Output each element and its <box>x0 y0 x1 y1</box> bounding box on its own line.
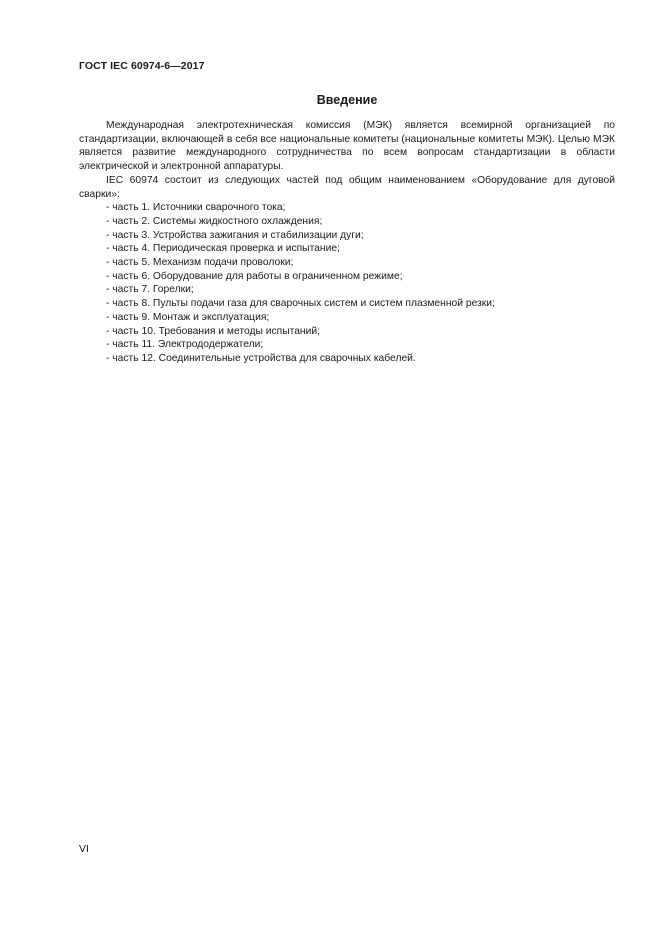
list-item: - часть 5. Механизм подачи проволоки; <box>106 257 294 269</box>
list-item: - часть 6. Оборудование для работы в ограниченном режиме; <box>106 270 403 282</box>
list-item: - часть 9. Монтаж и эксплуатация; <box>106 311 270 323</box>
list-item: - часть 4. Периодическая проверка и испытание; <box>106 243 340 255</box>
intro-paragraph: Международная электротехническая комиссия (МЭК) является всемирной организацией по стандартизации, включающей в себя все национальные комитеты (национальные комитеты МЭК). Целью МЭК является развитие международного сотрудничества по всем вопросам стандартизации в области электрической и электронной аппаратуры. <box>79 120 615 173</box>
list-item: - часть 2. Системы жидкостного охлаждения; <box>106 215 323 227</box>
document-header: ГОСТ IEC 60974-6—2017 <box>79 60 205 72</box>
section-body <box>79 119 615 366</box>
parts-list <box>79 201 615 365</box>
page-number: VI <box>79 843 89 855</box>
parts-intro-paragraph: IEC 60974 состоит из следующих частей под общим наименованием «Оборудование для дуговой сварки»: <box>79 174 615 200</box>
list-item: - часть 7. Горелки; <box>106 284 194 296</box>
list-item: - часть 10. Требования и методы испытаний; <box>106 325 320 337</box>
section-title: Введение <box>316 93 378 107</box>
list-item: - часть 8. Пульты подачи газа для сварочных систем и систем плазменной резки; <box>106 298 495 310</box>
list-item: - часть 1. Источники сварочного тока; <box>106 202 286 214</box>
list-item: - часть 12. Соединительные устройства для сварочных кабелей. <box>106 352 416 364</box>
list-item: - часть 3. Устройства зажигания и стабилизации дуги; <box>106 229 364 241</box>
list-item: - часть 11. Электрододержатели; <box>106 339 264 351</box>
